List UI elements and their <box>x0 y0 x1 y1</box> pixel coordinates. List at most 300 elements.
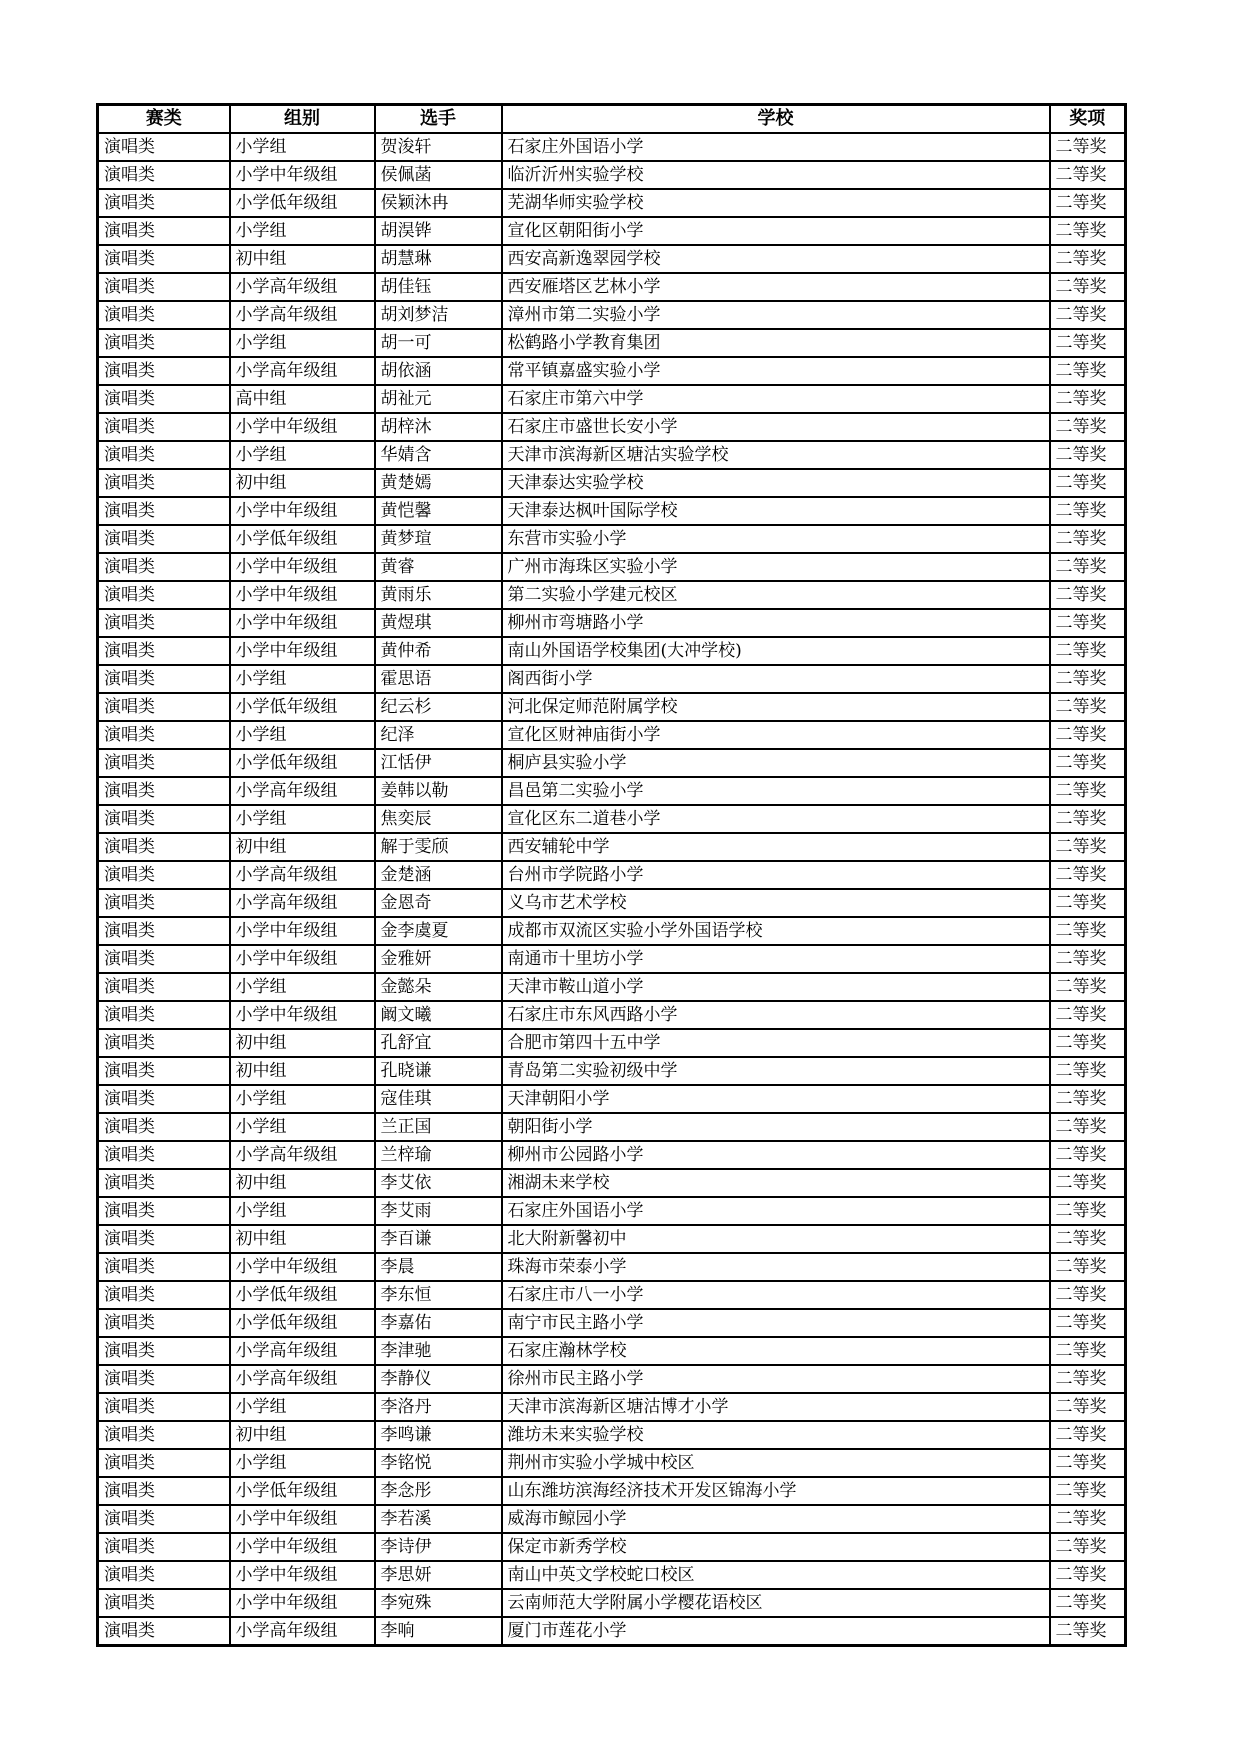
table-row <box>98 1001 1126 1029</box>
cell-contestant: 兰梓瑜 <box>375 1141 502 1169</box>
cell-school: 昌邑第二实验小学 <box>502 777 1050 805</box>
cell-award: 二等奖 <box>1050 1477 1126 1505</box>
cell-category: 演唱类 <box>98 637 230 665</box>
cell-group: 小学组 <box>230 329 375 357</box>
table-row <box>98 861 1126 889</box>
table-row <box>98 1113 1126 1141</box>
cell-award: 二等奖 <box>1050 553 1126 581</box>
cell-school: 南宁市民主路小学 <box>502 1309 1050 1337</box>
cell-contestant: 李诗伊 <box>375 1533 502 1561</box>
cell-school: 河北保定师范附属学校 <box>502 693 1050 721</box>
cell-group: 小学高年级组 <box>230 1337 375 1365</box>
cell-school: 常平镇嘉盛实验小学 <box>502 357 1050 385</box>
cell-award: 二等奖 <box>1050 917 1126 945</box>
header-award: 奖项 <box>1050 105 1126 134</box>
cell-category: 演唱类 <box>98 1281 230 1309</box>
table-row <box>98 581 1126 609</box>
cell-school: 天津市滨海新区塘沽博才小学 <box>502 1393 1050 1421</box>
table-row <box>98 665 1126 693</box>
cell-award: 二等奖 <box>1050 693 1126 721</box>
cell-award: 二等奖 <box>1050 329 1126 357</box>
cell-category: 演唱类 <box>98 1421 230 1449</box>
table-row <box>98 497 1126 525</box>
cell-school: 漳州市第二实验小学 <box>502 301 1050 329</box>
cell-contestant: 李东恒 <box>375 1281 502 1309</box>
cell-award: 二等奖 <box>1050 1309 1126 1337</box>
cell-category: 演唱类 <box>98 1365 230 1393</box>
cell-group: 小学高年级组 <box>230 273 375 301</box>
cell-award: 二等奖 <box>1050 777 1126 805</box>
cell-category: 演唱类 <box>98 665 230 693</box>
cell-award: 二等奖 <box>1050 833 1126 861</box>
cell-group: 小学中年级组 <box>230 945 375 973</box>
cell-group: 小学组 <box>230 1449 375 1477</box>
table-row <box>98 1421 1126 1449</box>
cell-award: 二等奖 <box>1050 1057 1126 1085</box>
table-row <box>98 637 1126 665</box>
cell-group: 小学组 <box>230 665 375 693</box>
cell-school: 石家庄市八一小学 <box>502 1281 1050 1309</box>
cell-school: 松鹤路小学教育集团 <box>502 329 1050 357</box>
cell-school: 广州市海珠区实验小学 <box>502 553 1050 581</box>
cell-award: 二等奖 <box>1050 1001 1126 1029</box>
table-row <box>98 133 1126 161</box>
cell-category: 演唱类 <box>98 301 230 329</box>
cell-category: 演唱类 <box>98 1337 230 1365</box>
cell-category: 演唱类 <box>98 1057 230 1085</box>
cell-category: 演唱类 <box>98 1309 230 1337</box>
table-header-row <box>98 105 1126 134</box>
table-row <box>98 189 1126 217</box>
cell-award: 二等奖 <box>1050 1113 1126 1141</box>
cell-school: 云南师范大学附属小学樱花语校区 <box>502 1589 1050 1617</box>
cell-group: 小学中年级组 <box>230 637 375 665</box>
cell-school: 石家庄市东风西路小学 <box>502 1001 1050 1029</box>
cell-group: 小学中年级组 <box>230 609 375 637</box>
cell-category: 演唱类 <box>98 861 230 889</box>
cell-award: 二等奖 <box>1050 889 1126 917</box>
cell-contestant: 孔舒宜 <box>375 1029 502 1057</box>
cell-school: 保定市新秀学校 <box>502 1533 1050 1561</box>
cell-category: 演唱类 <box>98 721 230 749</box>
cell-award: 二等奖 <box>1050 497 1126 525</box>
cell-award: 二等奖 <box>1050 861 1126 889</box>
cell-category: 演唱类 <box>98 973 230 1001</box>
cell-award: 二等奖 <box>1050 749 1126 777</box>
cell-award: 二等奖 <box>1050 469 1126 497</box>
cell-contestant: 焦奕辰 <box>375 805 502 833</box>
cell-category: 演唱类 <box>98 1533 230 1561</box>
cell-group: 高中组 <box>230 385 375 413</box>
cell-award: 二等奖 <box>1050 1225 1126 1253</box>
cell-contestant: 黄睿 <box>375 553 502 581</box>
cell-group: 初中组 <box>230 1421 375 1449</box>
cell-contestant: 胡一可 <box>375 329 502 357</box>
cell-group: 小学组 <box>230 973 375 1001</box>
cell-award: 二等奖 <box>1050 1449 1126 1477</box>
cell-group: 初中组 <box>230 1225 375 1253</box>
cell-category: 演唱类 <box>98 245 230 273</box>
cell-school: 合肥市第四十五中学 <box>502 1029 1050 1057</box>
table-row <box>98 945 1126 973</box>
cell-category: 演唱类 <box>98 693 230 721</box>
cell-category: 演唱类 <box>98 133 230 161</box>
cell-school: 西安雁塔区艺林小学 <box>502 273 1050 301</box>
table-row <box>98 777 1126 805</box>
table-row <box>98 329 1126 357</box>
cell-award: 二等奖 <box>1050 1421 1126 1449</box>
cell-school: 石家庄外国语小学 <box>502 133 1050 161</box>
cell-award: 二等奖 <box>1050 1505 1126 1533</box>
cell-award: 二等奖 <box>1050 1533 1126 1561</box>
cell-contestant: 李鸣谦 <box>375 1421 502 1449</box>
table-row <box>98 1169 1126 1197</box>
cell-award: 二等奖 <box>1050 1281 1126 1309</box>
cell-group: 小学低年级组 <box>230 693 375 721</box>
cell-contestant: 姜韩以勒 <box>375 777 502 805</box>
cell-contestant: 李静仪 <box>375 1365 502 1393</box>
cell-group: 小学高年级组 <box>230 777 375 805</box>
cell-school: 宣化区东二道巷小学 <box>502 805 1050 833</box>
cell-award: 二等奖 <box>1050 1253 1126 1281</box>
cell-school: 厦门市莲花小学 <box>502 1617 1050 1646</box>
cell-group: 小学组 <box>230 217 375 245</box>
cell-category: 演唱类 <box>98 609 230 637</box>
cell-school: 石家庄市盛世长安小学 <box>502 413 1050 441</box>
cell-group: 小学低年级组 <box>230 1281 375 1309</box>
cell-category: 演唱类 <box>98 1141 230 1169</box>
cell-school: 义乌市艺术学校 <box>502 889 1050 917</box>
cell-contestant: 胡慧琳 <box>375 245 502 273</box>
cell-contestant: 李若溪 <box>375 1505 502 1533</box>
cell-school: 南山中英文学校蛇口校区 <box>502 1561 1050 1589</box>
cell-school: 宣化区财神庙街小学 <box>502 721 1050 749</box>
cell-category: 演唱类 <box>98 1253 230 1281</box>
cell-group: 小学中年级组 <box>230 161 375 189</box>
cell-award: 二等奖 <box>1050 357 1126 385</box>
table-row <box>98 973 1126 1001</box>
table-row <box>98 1141 1126 1169</box>
table-row <box>98 1337 1126 1365</box>
cell-group: 小学组 <box>230 805 375 833</box>
cell-contestant: 兰正国 <box>375 1113 502 1141</box>
cell-group: 小学低年级组 <box>230 1309 375 1337</box>
cell-group: 小学中年级组 <box>230 413 375 441</box>
cell-group: 小学高年级组 <box>230 1141 375 1169</box>
cell-group: 初中组 <box>230 1057 375 1085</box>
cell-award: 二等奖 <box>1050 1589 1126 1617</box>
cell-contestant: 金李虞夏 <box>375 917 502 945</box>
cell-contestant: 胡佳钰 <box>375 273 502 301</box>
cell-award: 二等奖 <box>1050 301 1126 329</box>
award-results-table <box>96 103 1127 1647</box>
results-table-body <box>98 133 1126 1646</box>
cell-category: 演唱类 <box>98 1225 230 1253</box>
cell-category: 演唱类 <box>98 273 230 301</box>
cell-school: 西安高新逸翠园学校 <box>502 245 1050 273</box>
table-row <box>98 1309 1126 1337</box>
cell-award: 二等奖 <box>1050 1337 1126 1365</box>
table-row <box>98 1505 1126 1533</box>
cell-contestant: 黄仲希 <box>375 637 502 665</box>
table-row <box>98 553 1126 581</box>
cell-contestant: 金恩奇 <box>375 889 502 917</box>
cell-school: 石家庄市第六中学 <box>502 385 1050 413</box>
cell-award: 二等奖 <box>1050 637 1126 665</box>
cell-school: 柳州市弯塘路小学 <box>502 609 1050 637</box>
cell-category: 演唱类 <box>98 497 230 525</box>
cell-award: 二等奖 <box>1050 1365 1126 1393</box>
cell-school: 桐庐县实验小学 <box>502 749 1050 777</box>
cell-school: 威海市鲸园小学 <box>502 1505 1050 1533</box>
cell-award: 二等奖 <box>1050 413 1126 441</box>
cell-group: 小学中年级组 <box>230 497 375 525</box>
table-row <box>98 357 1126 385</box>
cell-group: 初中组 <box>230 1029 375 1057</box>
table-row <box>98 441 1126 469</box>
table-row <box>98 1449 1126 1477</box>
cell-category: 演唱类 <box>98 889 230 917</box>
cell-contestant: 金楚涵 <box>375 861 502 889</box>
cell-award: 二等奖 <box>1050 189 1126 217</box>
cell-school: 第二实验小学建元校区 <box>502 581 1050 609</box>
table-row <box>98 917 1126 945</box>
cell-category: 演唱类 <box>98 1085 230 1113</box>
cell-school: 临沂沂州实验学校 <box>502 161 1050 189</box>
table-row <box>98 273 1126 301</box>
cell-category: 演唱类 <box>98 413 230 441</box>
cell-award: 二等奖 <box>1050 217 1126 245</box>
table-row <box>98 1225 1126 1253</box>
cell-contestant: 李念彤 <box>375 1477 502 1505</box>
cell-contestant: 李艾依 <box>375 1169 502 1197</box>
cell-group: 小学组 <box>230 721 375 749</box>
table-row <box>98 805 1126 833</box>
cell-group: 初中组 <box>230 1169 375 1197</box>
cell-contestant: 侯佩菡 <box>375 161 502 189</box>
cell-category: 演唱类 <box>98 329 230 357</box>
cell-contestant: 李宛殊 <box>375 1589 502 1617</box>
cell-category: 演唱类 <box>98 1001 230 1029</box>
cell-category: 演唱类 <box>98 1589 230 1617</box>
cell-contestant: 纪云杉 <box>375 693 502 721</box>
cell-award: 二等奖 <box>1050 1169 1126 1197</box>
table-row <box>98 385 1126 413</box>
cell-school: 石家庄瀚林学校 <box>502 1337 1050 1365</box>
cell-category: 演唱类 <box>98 1505 230 1533</box>
header-category: 赛类 <box>98 105 230 134</box>
cell-award: 二等奖 <box>1050 1393 1126 1421</box>
cell-group: 小学高年级组 <box>230 1617 375 1646</box>
cell-category: 演唱类 <box>98 1169 230 1197</box>
cell-contestant: 李思妍 <box>375 1561 502 1589</box>
cell-school: 湘湖未来学校 <box>502 1169 1050 1197</box>
table-row <box>98 1561 1126 1589</box>
cell-contestant: 黄楚嫣 <box>375 469 502 497</box>
cell-category: 演唱类 <box>98 217 230 245</box>
cell-group: 小学低年级组 <box>230 1477 375 1505</box>
cell-school: 青岛第二实验初级中学 <box>502 1057 1050 1085</box>
cell-category: 演唱类 <box>98 833 230 861</box>
table-row <box>98 721 1126 749</box>
cell-contestant: 孔晓谦 <box>375 1057 502 1085</box>
header-group: 组别 <box>230 105 375 134</box>
cell-group: 初中组 <box>230 833 375 861</box>
table-row <box>98 1617 1126 1646</box>
cell-school: 天津泰达实验学校 <box>502 469 1050 497</box>
cell-school: 天津市滨海新区塘沽实验学校 <box>502 441 1050 469</box>
cell-award: 二等奖 <box>1050 525 1126 553</box>
cell-award: 二等奖 <box>1050 1029 1126 1057</box>
cell-category: 演唱类 <box>98 777 230 805</box>
cell-contestant: 金雅妍 <box>375 945 502 973</box>
table-row <box>98 413 1126 441</box>
cell-group: 小学低年级组 <box>230 189 375 217</box>
cell-category: 演唱类 <box>98 1393 230 1421</box>
cell-contestant: 霍思语 <box>375 665 502 693</box>
cell-group: 小学低年级组 <box>230 525 375 553</box>
cell-school: 芜湖华师实验学校 <box>502 189 1050 217</box>
cell-category: 演唱类 <box>98 161 230 189</box>
cell-award: 二等奖 <box>1050 245 1126 273</box>
cell-group: 初中组 <box>230 245 375 273</box>
cell-group: 小学高年级组 <box>230 861 375 889</box>
cell-group: 小学中年级组 <box>230 1253 375 1281</box>
cell-school: 荆州市实验小学城中校区 <box>502 1449 1050 1477</box>
cell-category: 演唱类 <box>98 1113 230 1141</box>
cell-award: 二等奖 <box>1050 385 1126 413</box>
cell-category: 演唱类 <box>98 1561 230 1589</box>
cell-contestant: 李响 <box>375 1617 502 1646</box>
cell-category: 演唱类 <box>98 1617 230 1646</box>
cell-group: 小学中年级组 <box>230 581 375 609</box>
cell-group: 小学中年级组 <box>230 1001 375 1029</box>
cell-contestant: 胡刘梦洁 <box>375 301 502 329</box>
table-row <box>98 1085 1126 1113</box>
cell-contestant: 胡淏铧 <box>375 217 502 245</box>
cell-school: 山东潍坊滨海经济技术开发区锦海小学 <box>502 1477 1050 1505</box>
cell-category: 演唱类 <box>98 805 230 833</box>
table-row <box>98 1197 1126 1225</box>
cell-contestant: 江恬伊 <box>375 749 502 777</box>
table-row <box>98 1253 1126 1281</box>
cell-contestant: 寇佳琪 <box>375 1085 502 1113</box>
cell-award: 二等奖 <box>1050 1197 1126 1225</box>
cell-contestant: 黄恺馨 <box>375 497 502 525</box>
cell-contestant: 李百谦 <box>375 1225 502 1253</box>
cell-award: 二等奖 <box>1050 945 1126 973</box>
header-contestant: 选手 <box>375 105 502 134</box>
cell-school: 南山外国语学校集团(大冲学校) <box>502 637 1050 665</box>
table-row <box>98 833 1126 861</box>
cell-contestant: 华婧含 <box>375 441 502 469</box>
cell-award: 二等奖 <box>1050 1085 1126 1113</box>
table-row <box>98 1281 1126 1309</box>
table-row <box>98 469 1126 497</box>
cell-group: 小学组 <box>230 1113 375 1141</box>
cell-school: 宣化区朝阳街小学 <box>502 217 1050 245</box>
table-row <box>98 301 1126 329</box>
cell-group: 小学中年级组 <box>230 553 375 581</box>
table-row <box>98 1533 1126 1561</box>
table-row <box>98 1477 1126 1505</box>
cell-category: 演唱类 <box>98 441 230 469</box>
cell-school: 南通市十里坊小学 <box>502 945 1050 973</box>
cell-category: 演唱类 <box>98 553 230 581</box>
cell-contestant: 侯颖沐冉 <box>375 189 502 217</box>
cell-school: 天津朝阳小学 <box>502 1085 1050 1113</box>
table-row <box>98 889 1126 917</box>
table-row <box>98 161 1126 189</box>
cell-award: 二等奖 <box>1050 441 1126 469</box>
cell-category: 演唱类 <box>98 917 230 945</box>
cell-award: 二等奖 <box>1050 273 1126 301</box>
cell-school: 台州市学院路小学 <box>502 861 1050 889</box>
cell-school: 柳州市公园路小学 <box>502 1141 1050 1169</box>
cell-group: 小学中年级组 <box>230 1589 375 1617</box>
cell-school: 西安辅轮中学 <box>502 833 1050 861</box>
cell-contestant: 李艾雨 <box>375 1197 502 1225</box>
cell-award: 二等奖 <box>1050 609 1126 637</box>
cell-group: 小学高年级组 <box>230 357 375 385</box>
table-row <box>98 1365 1126 1393</box>
cell-award: 二等奖 <box>1050 665 1126 693</box>
cell-award: 二等奖 <box>1050 133 1126 161</box>
cell-group: 小学高年级组 <box>230 301 375 329</box>
cell-category: 演唱类 <box>98 1029 230 1057</box>
cell-group: 小学组 <box>230 1085 375 1113</box>
table-row <box>98 217 1126 245</box>
cell-school: 天津泰达枫叶国际学校 <box>502 497 1050 525</box>
cell-contestant: 胡梓沐 <box>375 413 502 441</box>
cell-category: 演唱类 <box>98 1197 230 1225</box>
cell-award: 二等奖 <box>1050 1141 1126 1169</box>
cell-contestant: 黄雨乐 <box>375 581 502 609</box>
cell-group: 小学组 <box>230 1393 375 1421</box>
cell-group: 小学高年级组 <box>230 889 375 917</box>
cell-contestant: 李嘉佑 <box>375 1309 502 1337</box>
cell-category: 演唱类 <box>98 525 230 553</box>
cell-contestant: 解于雯颀 <box>375 833 502 861</box>
cell-category: 演唱类 <box>98 749 230 777</box>
cell-group: 小学中年级组 <box>230 1505 375 1533</box>
cell-award: 二等奖 <box>1050 805 1126 833</box>
cell-contestant: 金懿朵 <box>375 973 502 1001</box>
cell-group: 小学低年级组 <box>230 749 375 777</box>
table-row <box>98 245 1126 273</box>
table-row <box>98 1057 1126 1085</box>
cell-school: 潍坊未来实验学校 <box>502 1421 1050 1449</box>
cell-group: 小学中年级组 <box>230 917 375 945</box>
header-school: 学校 <box>502 105 1050 134</box>
table-row <box>98 1589 1126 1617</box>
cell-group: 小学高年级组 <box>230 1365 375 1393</box>
cell-contestant: 纪泽 <box>375 721 502 749</box>
cell-school: 徐州市民主路小学 <box>502 1365 1050 1393</box>
cell-contestant: 胡祉元 <box>375 385 502 413</box>
cell-award: 二等奖 <box>1050 721 1126 749</box>
cell-group: 小学组 <box>230 1197 375 1225</box>
cell-contestant: 李津驰 <box>375 1337 502 1365</box>
cell-school: 朝阳街小学 <box>502 1113 1050 1141</box>
cell-school: 石家庄外国语小学 <box>502 1197 1050 1225</box>
cell-school: 北大附新馨初中 <box>502 1225 1050 1253</box>
cell-category: 演唱类 <box>98 189 230 217</box>
cell-category: 演唱类 <box>98 1449 230 1477</box>
cell-award: 二等奖 <box>1050 581 1126 609</box>
cell-award: 二等奖 <box>1050 973 1126 1001</box>
cell-school: 珠海市荣泰小学 <box>502 1253 1050 1281</box>
